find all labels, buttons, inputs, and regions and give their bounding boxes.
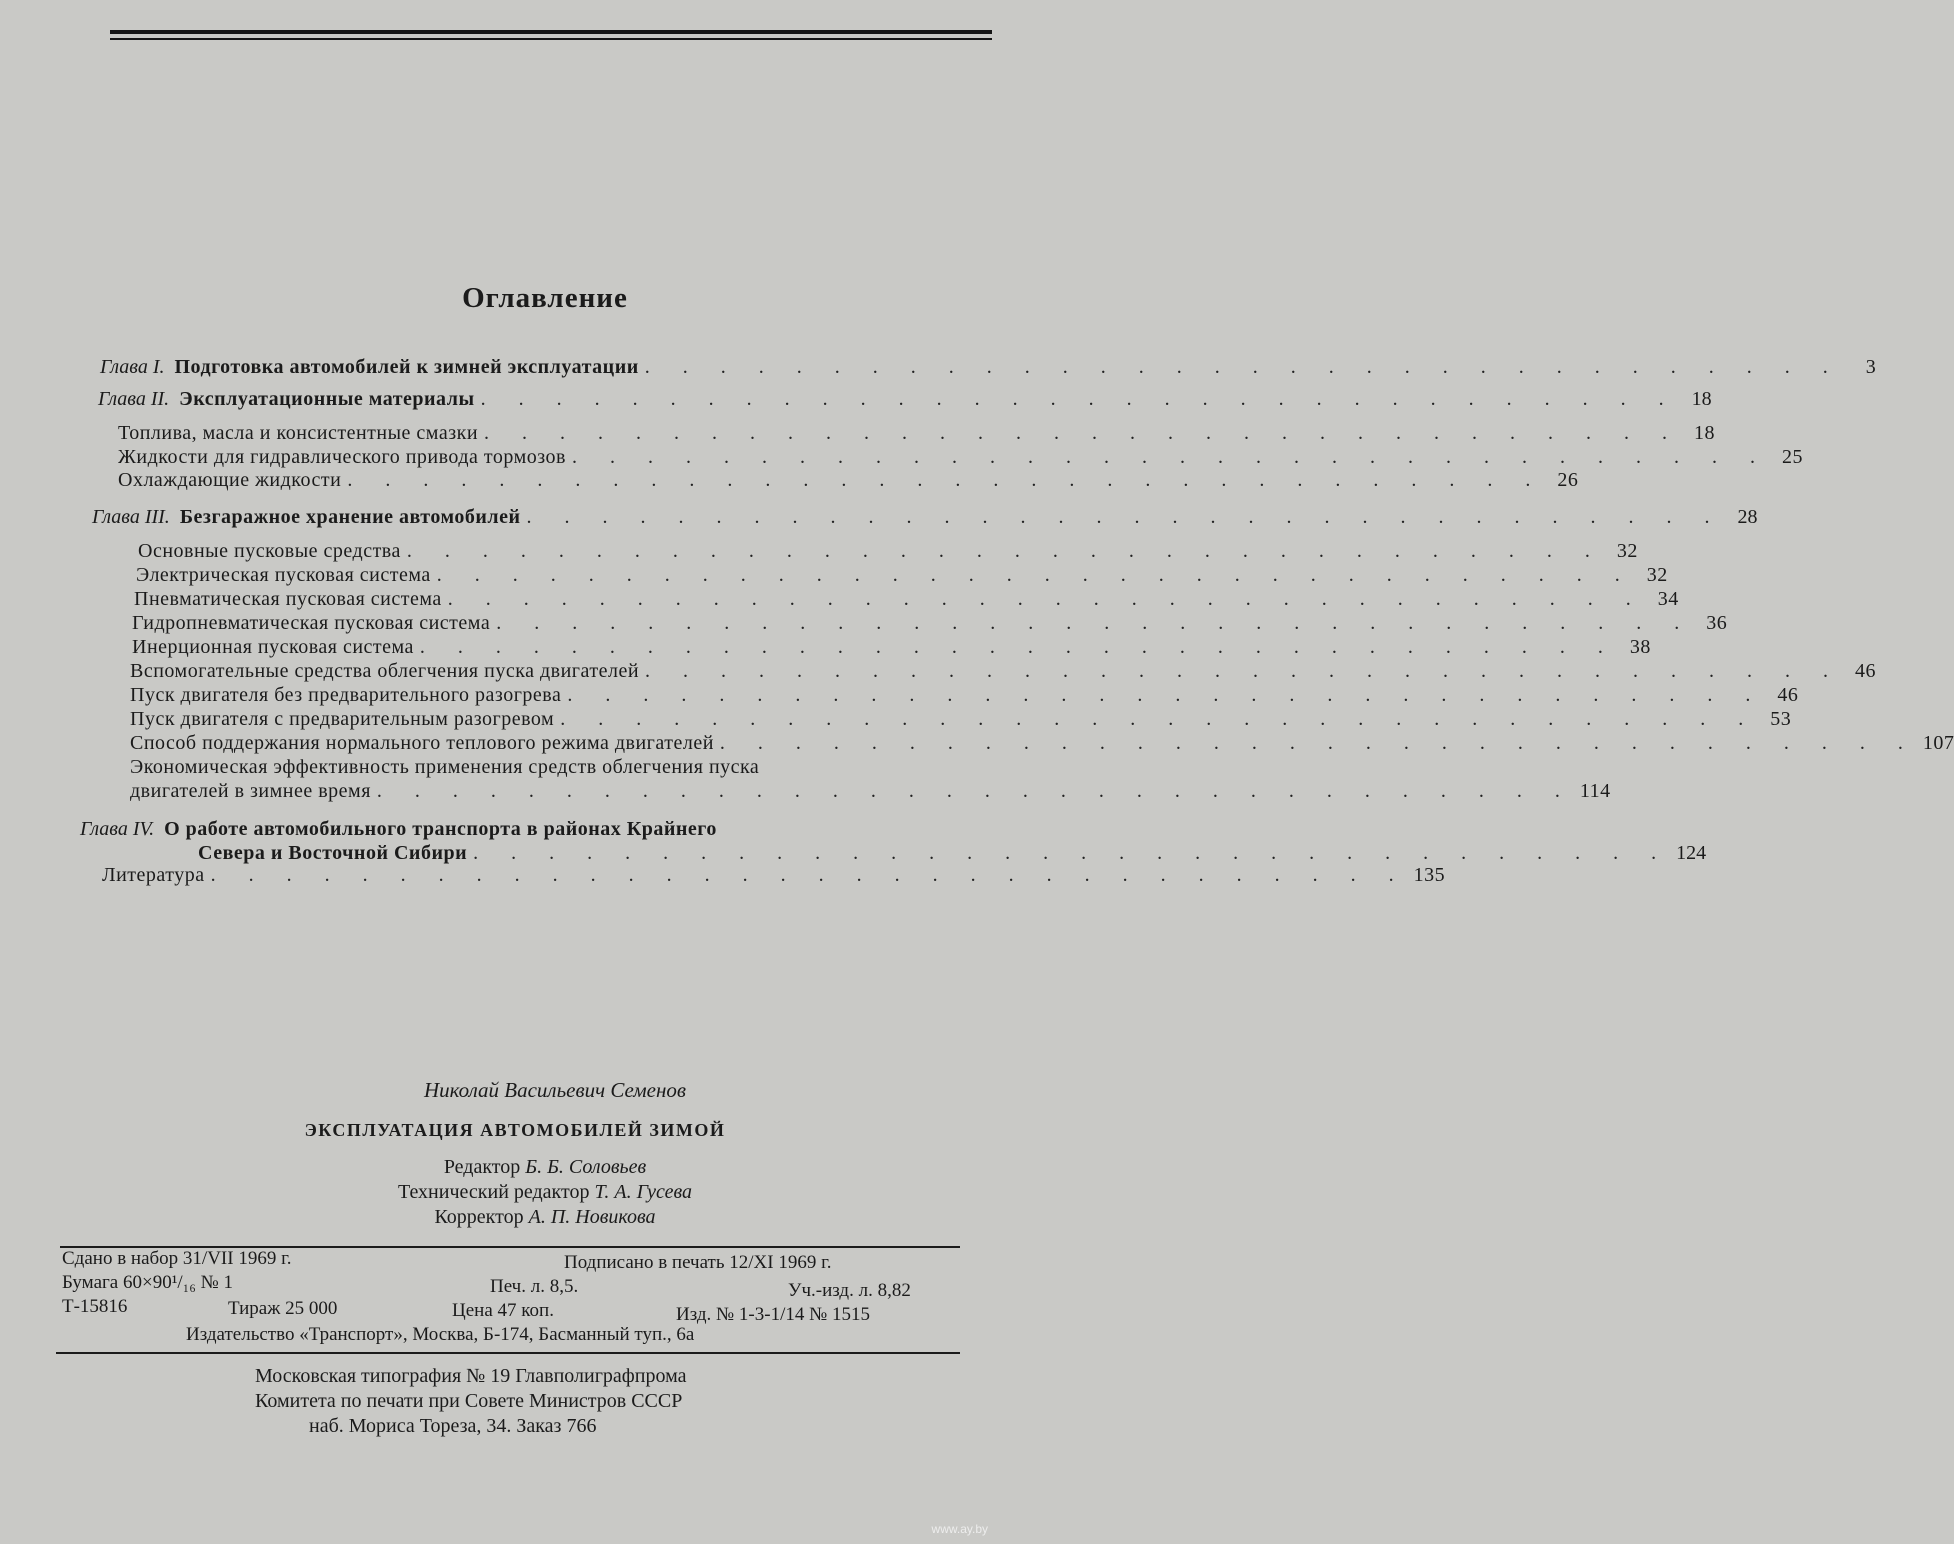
toc-leader: . . . . . . . . . . . . . . . . . . . . . . . . . . . . . . . .: [526, 506, 1724, 528]
toc-title-text: Пневматическая пусковая система: [134, 588, 442, 610]
toc-page-number: 114: [1579, 780, 1611, 802]
toc-title-text: Инерционная пусковая система: [132, 636, 414, 658]
chapter-number: Глава I.: [100, 356, 165, 378]
toc-title-text: Электрическая пусковая система: [136, 564, 431, 586]
toc-page-number: 124: [1676, 842, 1707, 864]
toc-chapter: [80, 818, 962, 844]
toc-item: [102, 864, 1446, 890]
toc-title-text: Топлива, масла и консистентные смазки: [118, 422, 479, 444]
toc-page-number: 28: [1737, 506, 1758, 528]
toc-item: [136, 564, 1668, 590]
toc-leader: . . . . . . . . . . . . . . . . . . . . . . . . . . . . . . . .: [473, 842, 1671, 864]
toc-item: [130, 732, 1954, 758]
paper-format: Бумага 60×90¹/₁₆ № 1: [62, 1272, 234, 1293]
toc-page-number: 46: [1777, 684, 1799, 706]
toc-leader: . . . . . . . . . . . . . . . . . . . . . . . . . . . . . . . .: [571, 446, 1769, 468]
toc-title-text: Подготовка автомобилей к зимней эксплуатации: [174, 356, 639, 378]
toc-title: [134, 588, 442, 611]
printer-info: [255, 1364, 686, 1439]
toc-title-text: Пуск двигателя с предварительным разогревом: [130, 708, 555, 730]
toc-page-number: 34: [1657, 588, 1679, 610]
toc-page-number: 18: [1691, 388, 1712, 410]
toc-title-text: двигателей в зимнее время: [130, 780, 371, 802]
tech-editor-line: Технический редактор Т. А. Гусева: [397, 1181, 693, 1203]
toc-title: [118, 422, 478, 445]
toc-title: [136, 564, 431, 587]
imprint-rule-bottom: [56, 1352, 960, 1354]
toc-chapter: [100, 356, 1876, 382]
toc-chapter: [98, 388, 1712, 414]
toc-leader: . . . . . . . . . . . . . . . . . . . . . . . . . . . . . . . .: [436, 564, 1634, 586]
top-rule-thin: [110, 38, 992, 40]
toc-page-number: 135: [1413, 864, 1446, 886]
toc-title: [118, 446, 566, 469]
typeset-date: Сдано в набор 31/VII 1969 г.: [62, 1248, 292, 1269]
toc-item: [130, 660, 1877, 686]
toc-item: [130, 684, 1799, 710]
toc-leader: . . . . . . . . . . . . . . . . . . . . . . . . . . . . . . . .: [447, 588, 1645, 610]
toc-item: [118, 469, 1579, 495]
toc-title: [138, 540, 401, 563]
toc-page-number: 32: [1616, 540, 1638, 562]
toc-page-number: 3: [1865, 356, 1876, 378]
toc-leader: . . . . . . . . . . . . . . . . . . . . . . . . . . . . . . . .: [210, 864, 1408, 886]
toc-title-text: Жидкости для гидравлического привода тормозов: [118, 446, 566, 468]
print-run: Тираж 25 000: [228, 1298, 338, 1319]
publication-number: Изд. № 1-3-1/14 № 1515: [676, 1304, 870, 1325]
toc-leader: . . . . . . . . . . . . . . . . . . . . . . . . . . . . . . . .: [406, 540, 1604, 562]
toc-item: [130, 708, 1792, 734]
toc-title: [102, 864, 205, 887]
toc-leader: . . . . . . . . . . . . . . . . . . . . . . . . . . . . . . . .: [496, 612, 1694, 634]
toc-title-text: Эксплуатационные материалы: [179, 388, 475, 410]
toc-page-number: 107: [1922, 732, 1954, 754]
price: Цена 47 коп.: [452, 1300, 554, 1321]
publisher-address: Издательство «Транспорт», Москва, Б-174, Басманный туп., 6а: [186, 1324, 695, 1345]
toc-title-text: Литература: [102, 864, 205, 886]
toc-title-text: О работе автомобильного транспорта в районах Крайнего: [164, 818, 717, 840]
toc-title: [130, 660, 639, 683]
toc-title: [130, 756, 759, 779]
toc-title-text: Пуск двигателя без предварительного разогрева: [130, 684, 562, 706]
toc-leader: . . . . . . . . . . . . . . . . . . . . . . . . . . . . . . . .: [347, 469, 1545, 491]
chapter-number: Глава III.: [92, 506, 170, 528]
toc-chapter: [92, 506, 1758, 532]
toc-title: [132, 612, 490, 635]
toc-title: [198, 842, 467, 865]
toc-title-text: Охлаждающие жидкости: [118, 469, 342, 491]
toc-title-text: Гидропневматическая пусковая система: [132, 612, 491, 634]
toc-page-number: 32: [1646, 564, 1668, 586]
toc-page-number: 25: [1781, 446, 1803, 468]
printer-line-3: наб. Мориса Тореза, 34. Заказ 766: [309, 1415, 597, 1437]
print-sheets: Печ. л. 8,5.: [490, 1276, 579, 1297]
catalog-code: Т-15816: [62, 1296, 128, 1317]
book-title: ЭКСПЛУАТАЦИЯ АВТОМОБИЛЕЙ ЗИМОЙ: [304, 1120, 726, 1140]
toc-leader: . . . . . . . . . . . . . . . . . . . . . . . . . . . . . . . .: [567, 684, 1765, 706]
signed-date: Подписано в печать 12/XI 1969 г.: [564, 1252, 832, 1273]
toc-title: [130, 708, 554, 731]
toc-title: [80, 818, 717, 841]
toc-title-text: Севера и Восточной Сибири: [198, 842, 468, 864]
toc-page-number: 53: [1770, 708, 1792, 730]
toc-leader: . . . . . . . . . . . . . . . . . . . . . . . . . . . . . . . .: [480, 388, 1678, 410]
toc-title: [92, 506, 521, 529]
toc-leader: . . . . . . . . . . . . . . . . . . . . . . . . . . . . . . . .: [719, 732, 1917, 754]
toc-item: [134, 588, 1679, 614]
toc-leader: . . . . . . . . . . . . . . . . . . . . . . . . . . . . . . . .: [645, 660, 1843, 682]
staff-credits: [0, 1156, 1000, 1231]
toc-title-text: Экономическая эффективность применения средств облегчения пуска: [130, 756, 760, 778]
toc-page-number: 18: [1694, 422, 1716, 444]
toc-page-number: 38: [1629, 636, 1651, 658]
toc-title-text: Основные пусковые средства: [138, 540, 401, 562]
toc-title: [132, 636, 414, 659]
proofreader-line: Корректор А. П. Новикова: [434, 1206, 656, 1228]
top-rule: [110, 30, 992, 34]
chapter-number: Глава II.: [98, 388, 170, 410]
page-title: Оглавление: [462, 282, 628, 314]
toc-item: [130, 756, 962, 782]
toc-leader: . . . . . . . . . . . . . . . . . . . . . . . . . . . . . . . .: [419, 636, 1617, 658]
pub-sheets: Уч.-изд. л. 8,82: [788, 1280, 911, 1301]
toc-title: [130, 684, 561, 707]
toc-title: [130, 780, 371, 803]
toc-leader: . . . . . . . . . . . . . . . . . . . . . . . . . . . . . . . .: [560, 708, 1758, 730]
toc-title: [98, 388, 475, 411]
toc-page-number: 26: [1557, 469, 1579, 491]
toc-title: [118, 469, 341, 492]
toc-leader: . . . . . . . . . . . . . . . . . . . . . . . . . . . . . . . .: [484, 422, 1682, 444]
toc-title: [100, 356, 639, 379]
toc-item: [138, 540, 1638, 566]
toc-title: [130, 732, 714, 755]
toc-title-text: Способ поддержания нормального теплового режима двигателей: [130, 732, 714, 754]
toc-page-number: 46: [1855, 660, 1877, 682]
toc-title-text: Вспомогательные средства облегчения пуска двигателей: [130, 660, 640, 682]
toc-page-number: 36: [1706, 612, 1728, 634]
toc-title-text: Безгаражное хранение автомобилей: [179, 506, 521, 528]
printer-line-2: Комитета по печати при Совете Министров СССР: [255, 1390, 683, 1412]
toc-item: [132, 612, 1728, 638]
editor-line: Редактор Б. Б. Соловьев: [443, 1156, 647, 1178]
toc-leader: . . . . . . . . . . . . . . . . . . . . . . . . . . . . . . . .: [644, 356, 1842, 378]
toc-leader: . . . . . . . . . . . . . . . . . . . . . . . . . . . . . . . .: [376, 780, 1574, 802]
watermark: www.ay.by: [931, 1522, 988, 1536]
toc-item: [118, 422, 1716, 448]
chapter-number: Глава IV.: [80, 818, 155, 840]
author-name: Николай Васильевич Семенов: [423, 1078, 687, 1102]
printer-line-1: Московская типография № 19 Главполиграфпрома: [255, 1365, 687, 1387]
toc-item: [130, 780, 1611, 806]
toc-item: [132, 636, 1651, 662]
